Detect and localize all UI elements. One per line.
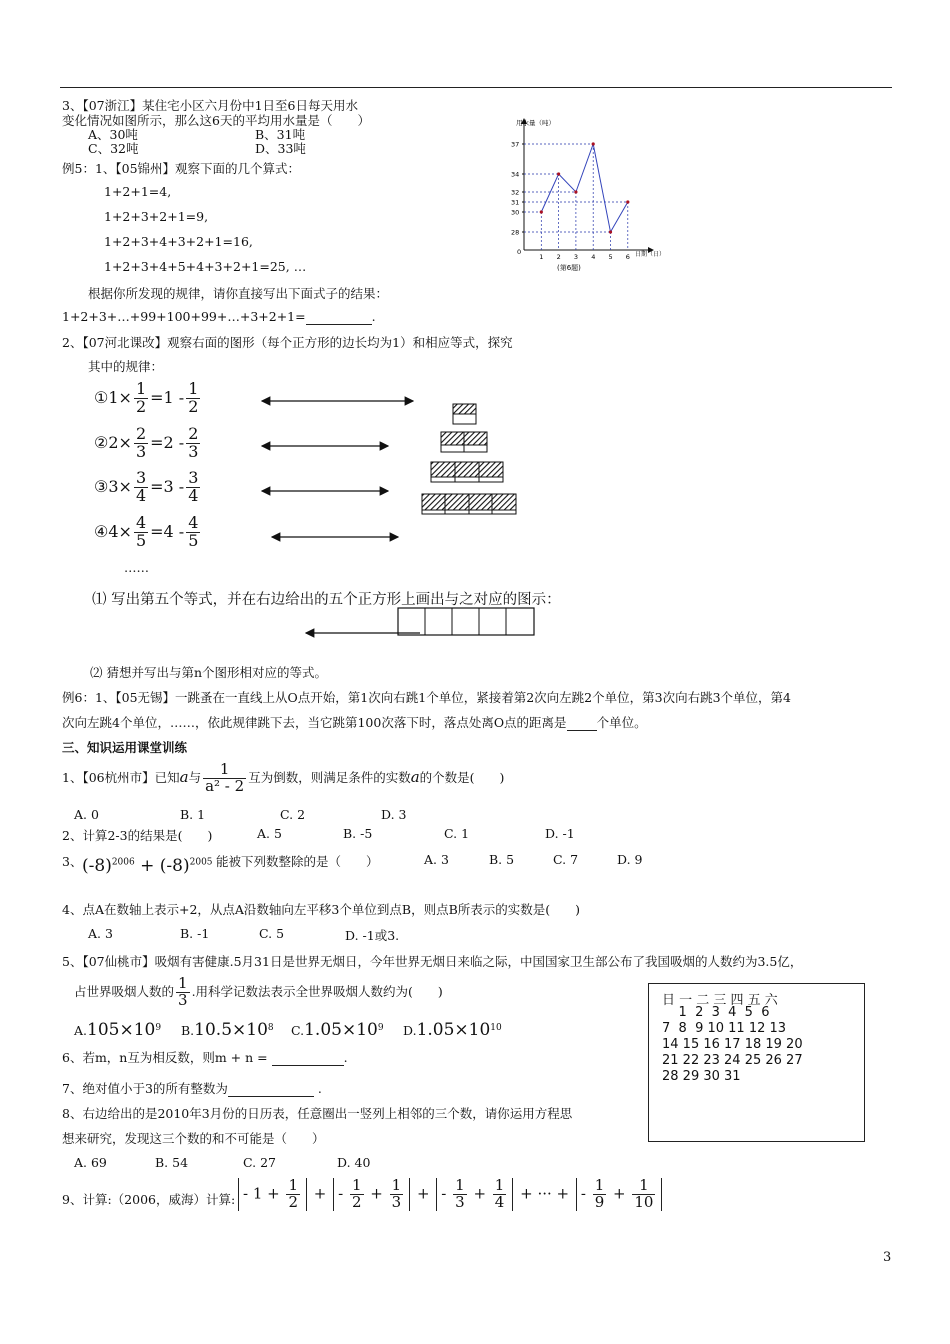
ex5-title: 例5：1、【05锦州】观察下面的几个算式： <box>62 161 301 176</box>
p1-question: 1、【06杭州市】已知a与 $\frac{1}{\text{a² - 2}}$ 互为倒数，则满足条件的实数a的个数是( ) <box>62 760 505 795</box>
y-axis-label: 用水量（吨） <box>516 119 555 127</box>
p7-question: 7、绝对值小于3的所有整数为 . <box>62 1081 322 1096</box>
figure-2 <box>441 432 487 452</box>
p1-option-c: C. 2 <box>280 807 306 822</box>
q2-line2: 其中的规律： <box>88 359 164 374</box>
p5-line1: 5、【07仙桃市】吸烟有害健康.5月31日是世界无烟日，今年世界无烟日来临之际，中国国家卫生部公布了我国吸烟的人数约为3.5亿， <box>62 954 803 969</box>
q3-option-c: C、32吨 <box>88 141 139 156</box>
p3-option-b: B. 5 <box>489 852 515 867</box>
p2-option-c: C. 1 <box>444 826 470 841</box>
calendar-header: 日 一 二 三 四 五 六 <box>662 993 778 1008</box>
p8-line1: 8、右边给出的是2010年3月份的日历表，任意圈出一竖列上相邻的三个数，请你运用方程思 <box>62 1106 573 1121</box>
p5-option-c: $C.1.05\times 10^9$ <box>291 1020 384 1040</box>
p2-option-a: A. 5 <box>257 826 282 841</box>
ex6-line1: 例6：1、【05无锡】一跳蚤在一直线上从O点开始，第1次向右跳1个单位，紧接着第2次向左跳2个单位，第3次向右跳3个单位，第4 <box>62 690 791 705</box>
p8-line2: 想来研究，发现这三个数的和不可能是（ ） <box>62 1131 325 1146</box>
data-point-day-1 <box>540 210 543 213</box>
p4-option-a: A. 3 <box>88 926 113 941</box>
y-tick-label: 37 <box>511 140 520 149</box>
x-tick-label: 1 <box>539 253 544 261</box>
q3-option-a: A、30吨 <box>88 127 138 142</box>
section-3-title: 三、知识运用课堂训练 <box>62 740 188 755</box>
p3-option-c: C. 7 <box>553 852 579 867</box>
p2-option-b: B. -5 <box>343 826 373 841</box>
p2-option-d: D. -1 <box>545 826 575 841</box>
p9-expression: - 1 + $\frac{1}{2}$ + - $\frac{1}{2}$ + $\frac{1}{3}$ + - $\frac{1}{3}$ + $\frac{1}{4}$ + ··· + - $\frac{1}{9}$ + $\frac{1}{10}$ <box>236 1178 664 1211</box>
q3-line1: 3、【07浙江】某住宅小区六月份中1日至6日每天用水 <box>62 98 359 113</box>
q3-line2: 变化情况如图所示，那么这6天的平均用水量是（ ） <box>62 113 370 128</box>
p5-line2: 占世界吸烟人数的 $\frac{1}{3}$ .用科学记数法表示全世界吸烟人数约为( ) <box>74 974 443 1009</box>
p1-option-b: B. 1 <box>180 807 206 822</box>
data-point-day-6 <box>626 200 629 203</box>
calendar-row: 1 2 3 4 5 6 <box>662 1005 770 1020</box>
data-point-day-2 <box>557 172 560 175</box>
p3-question: 能被下列数整除的是（ ） <box>216 854 379 869</box>
p3-number: 3、 <box>62 854 83 869</box>
q2-eq-1: ①1× $\frac{1}{2}$ =1 - $\frac{1}{2}$ <box>94 379 199 416</box>
p2-question: 2、计算2-3的结果是( ) <box>62 828 213 843</box>
ex5-line-1: 1+2+1=4, <box>104 184 172 199</box>
p8-option-b: B. 54 <box>155 1155 189 1170</box>
calendar-row: 7 8 9 10 11 12 13 <box>662 1021 787 1036</box>
x-tick-label: 5 <box>608 253 613 261</box>
ex5-expr: 1+2+3+…+99+100+99+…+3+2+1= <box>62 309 306 324</box>
p4-option-d: D. -1或3. <box>345 928 400 943</box>
p3-expression: $(-8)^{2006} + (-8)^{2005}$ <box>82 856 213 876</box>
p9-question: 9、计算:（2006，威海）计算: <box>62 1192 236 1207</box>
top-rule <box>60 87 892 88</box>
ex5-end: . <box>371 309 376 324</box>
p1-option-a: A. 0 <box>74 807 99 822</box>
figure-4 <box>422 494 516 514</box>
x-axis-label: 日期（日） <box>635 251 666 258</box>
p3-option-d: D. 9 <box>617 852 643 867</box>
x-tick-label: 6 <box>625 253 630 261</box>
ex5-ask: 根据你所发现的规律，请你直接写出下面式子的结果： <box>88 286 389 301</box>
p8-option-a: A. 69 <box>74 1155 107 1170</box>
origin-label: 0 <box>517 248 522 256</box>
p4-question: 4、点A在数轴上表示+2，从点A沿数轴向左平移3个单位到点B，则点B所表示的实数是( ) <box>62 902 581 917</box>
data-point-day-5 <box>609 230 612 233</box>
p6-question: 6、若m，n互为相反数，则m + n = . <box>62 1050 348 1065</box>
page-number: 3 <box>883 1250 892 1265</box>
p6-answer-blank[interactable] <box>272 1050 344 1066</box>
ex5-line-2: 1+2+3+2+1=9, <box>104 209 209 224</box>
q3-option-b: B、31吨 <box>255 127 306 142</box>
q2-dots: …… <box>124 560 149 575</box>
q2-eq-4: ④4× $\frac{4}{5}$ =4 - $\frac{4}{5}$ <box>94 513 199 550</box>
x-tick-label: 2 <box>556 253 561 261</box>
chart-caption: (第6题) <box>557 264 581 272</box>
march-2010-calendar <box>648 983 865 1142</box>
p3-option-a: A. 3 <box>424 852 449 867</box>
y-tick-label: 34 <box>511 170 520 179</box>
figure-1 <box>453 404 476 424</box>
ex5-line-3: 1+2+3+4+3+2+1=16, <box>104 234 253 249</box>
ex5-line-4: 1+2+3+4+5+4+3+2+1=25, … <box>104 259 307 274</box>
q2-sub2: ⑵ 猜想并写出与第n个图形相对应的等式。 <box>90 665 328 680</box>
series-line <box>541 144 628 232</box>
q2-sub1: ⑴ 写出第五个等式，并在右边给出的五个正方形上画出与之对应的图示： <box>92 592 561 608</box>
figure-3 <box>431 462 503 482</box>
p7-answer-blank[interactable] <box>228 1081 314 1097</box>
figure-5-blank-squares <box>398 608 534 635</box>
ex6-answer-blank[interactable] <box>567 715 597 731</box>
water-usage-chart <box>498 112 668 274</box>
y-tick-label: 32 <box>511 188 520 197</box>
q2-figures <box>250 390 550 650</box>
x-tick-label: 4 <box>591 253 596 261</box>
calendar-row: 14 15 16 17 18 19 20 <box>662 1037 803 1052</box>
ex5-answer-blank[interactable] <box>306 309 372 325</box>
ex6-line2: 次向左跳4个单位，……，依此规律跳下去，当它跳第100次落下时，落点处离O点的距离是 个单位。 <box>62 715 647 730</box>
q3-option-d: D、33吨 <box>255 141 306 156</box>
data-point-day-3 <box>574 190 577 193</box>
p1-option-d: D. 3 <box>381 807 407 822</box>
p5-option-a: $A.105\times 10^9$ <box>74 1020 162 1040</box>
q2-line1: 2、【07河北课改】观察右面的图形（每个正方形的边长均为1）和相应等式，探究 <box>62 335 513 350</box>
data-point-day-4 <box>592 142 595 145</box>
q2-eq-2: ②2× $\frac{2}{3}$ =2 - $\frac{2}{3}$ <box>94 424 199 461</box>
x-tick-label: 3 <box>573 253 579 261</box>
p5-option-d: $D.1.05\times 10^{10}$ <box>403 1020 502 1040</box>
p8-option-c: C. 27 <box>243 1155 276 1170</box>
y-tick-label: 30 <box>511 208 520 217</box>
y-tick-label: 28 <box>511 228 520 237</box>
q2-eq-3: ③3× $\frac{3}{4}$ =3 - $\frac{3}{4}$ <box>94 468 199 505</box>
p4-option-c: C. 5 <box>259 926 285 941</box>
p8-option-d: D. 40 <box>337 1155 371 1170</box>
ex5-expression <box>62 309 376 325</box>
p4-option-b: B. -1 <box>180 926 210 941</box>
calendar-row: 21 22 23 24 25 26 27 <box>662 1053 803 1068</box>
y-tick-label: 31 <box>511 198 520 207</box>
calendar-row: 28 29 30 31 <box>662 1069 741 1084</box>
p5-option-b: $B.10.5\times 10^8$ <box>181 1020 274 1040</box>
